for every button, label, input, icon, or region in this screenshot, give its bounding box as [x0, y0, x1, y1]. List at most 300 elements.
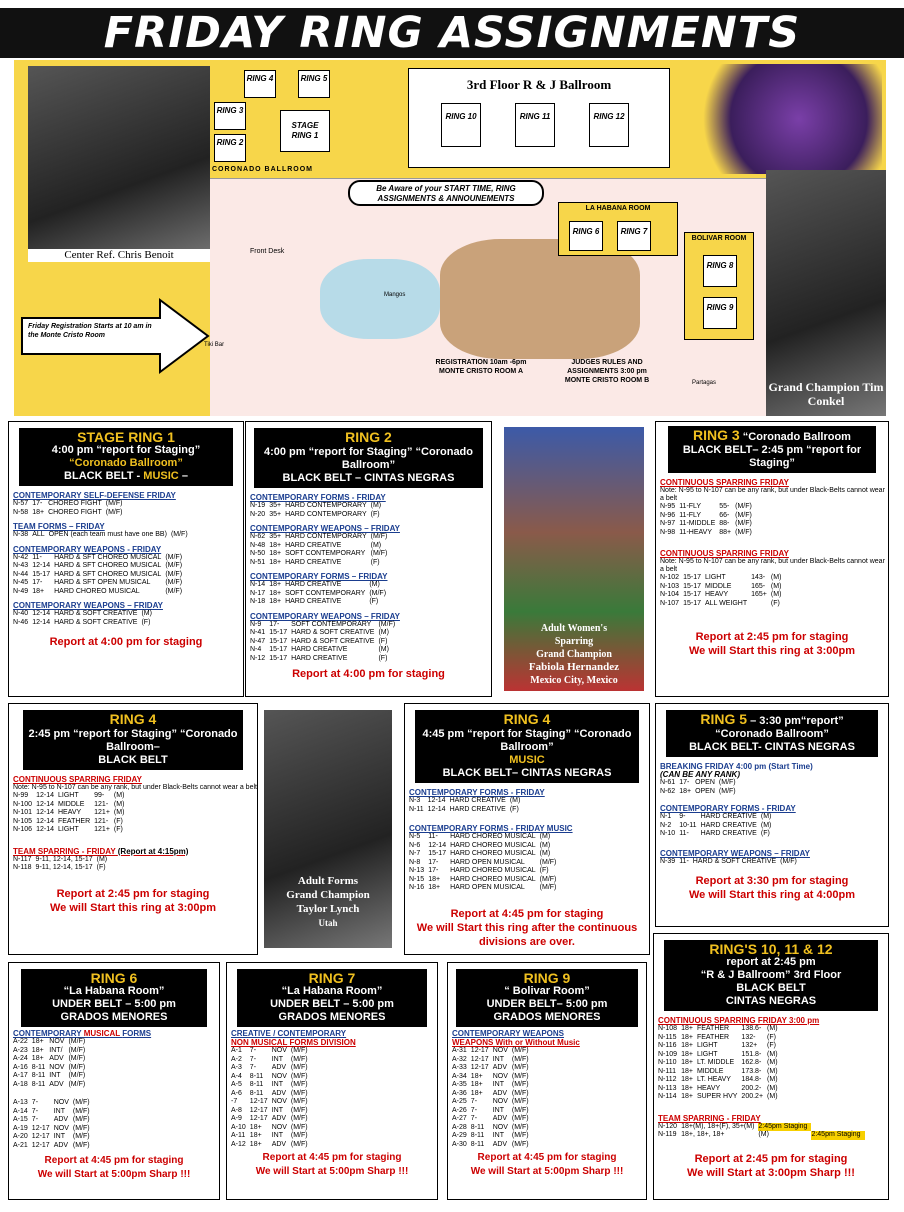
table-cell: ADV [53, 1116, 69, 1123]
table-cell: (M) [767, 1076, 778, 1083]
table-cell: (M/F) [718, 779, 736, 786]
table-cell: (F) [767, 1042, 776, 1049]
table-cell: N-2 [660, 821, 672, 829]
table-cell: 18+ [681, 1076, 693, 1083]
table-cell: A-23 [13, 1046, 28, 1054]
table-row [250, 581, 390, 590]
table-cell: 8-11 [470, 1132, 485, 1139]
ring-title: RING 6 [90, 970, 138, 986]
table-row [660, 830, 775, 839]
table-cell: 173.8- [741, 1067, 762, 1075]
table-cell: 12-14 [36, 817, 54, 825]
table-cell: (M) [767, 1093, 778, 1100]
section-title: TEAM FORMS – FRIDAY [13, 522, 105, 531]
section-title: BREAKING FRIDAY 4:00 pm (Start Time) [660, 762, 813, 771]
table-cell: 12-17 [470, 1047, 489, 1054]
table-cell: 9-11, 12-14, 15-17 [35, 864, 93, 871]
table-cell: (M) [758, 1131, 769, 1138]
table-cell: A-21 [13, 1141, 28, 1149]
table-cell: N-1 [660, 813, 672, 820]
table-cell: 15-17 [269, 654, 288, 662]
table-cell: 15-17 [683, 574, 701, 581]
table-cell: 18+ [681, 1067, 693, 1075]
table-cell: 18+ [269, 550, 282, 557]
table-cell: N-114 [658, 1093, 677, 1100]
stage-ring-header [19, 428, 233, 486]
table-cell: (M) [770, 591, 782, 598]
report-note: We will Start at 5:00pm Sharp !!! [255, 1166, 409, 1177]
table-cell: N-120 [658, 1122, 678, 1130]
ring4a-header [23, 710, 243, 770]
table-cell: NOV [53, 1099, 69, 1106]
table-cell: HARD CREATIVE [449, 797, 506, 804]
partagas-label: Partagas [692, 380, 717, 386]
table-cell: MIDDLE [696, 1067, 724, 1075]
table-cell: (M/F) [378, 620, 396, 628]
table-cell: 138.6- [741, 1025, 762, 1032]
table-cell: 18+ [31, 1055, 44, 1062]
table-cell: (F) [370, 510, 380, 518]
table-row [660, 822, 775, 831]
table-cell: 17- [428, 867, 439, 874]
ring5-header [666, 710, 878, 757]
table-row [660, 813, 775, 822]
section-title: CONTINUOUS SPARRING FRIDAY [660, 478, 789, 487]
aware-note: Be Aware of your START TIME, RING ASSIGNMENTS & ANNOUNEMENTS [348, 180, 544, 206]
table-cell: 18+ [269, 581, 282, 588]
table-cell: 12-17 [31, 1141, 50, 1149]
table-row [13, 1072, 89, 1081]
music-text: MUSIC [143, 470, 179, 482]
dash-text: – [181, 470, 188, 482]
table-cell: 18+ [32, 587, 45, 595]
map-ring-4: RING 4 [244, 70, 276, 98]
ring9-header [456, 969, 638, 1027]
table-cell: (M/F) [68, 1046, 86, 1054]
division-table [13, 554, 186, 597]
table-cell: 7- [470, 1106, 478, 1114]
table-cell: 18+ [269, 589, 282, 597]
table-cell: 17- [32, 500, 43, 507]
table-cell: N-110 [658, 1059, 677, 1066]
table-row [231, 1064, 312, 1073]
table-cell: (F) [509, 805, 519, 813]
table-cell: 7- [31, 1116, 39, 1123]
ring-belt: UNDER BELT – 5:00 pm [270, 998, 394, 1010]
division-table [660, 574, 785, 608]
table-cell: N-108 [658, 1025, 678, 1032]
table-cell: 55- [719, 503, 730, 510]
table-row [13, 509, 126, 518]
table-cell: 18+ [428, 875, 441, 883]
table-cell: INT/ [49, 1046, 63, 1054]
report-note: We will Start at 5:00pm Sharp !!! [470, 1166, 624, 1177]
table-row [13, 1142, 94, 1151]
table-cell: HARD CHOREO MUSICAL [450, 875, 536, 883]
table-row [409, 797, 524, 806]
table-cell: A-27 [452, 1115, 467, 1122]
map-ring-3: RING 3 [214, 102, 246, 130]
ring-belt-es: CINTAS NEGRAS [725, 995, 817, 1007]
ring-title-line [25, 713, 241, 728]
table-cell: N-118 [13, 864, 32, 871]
section-title: CONTINUOUS SPARRING FRIDAY [13, 775, 142, 784]
table-row [250, 559, 391, 568]
table-cell: N-7 [409, 850, 421, 857]
table-cell: (F) [767, 1033, 776, 1041]
caption-line: Grand Champion [536, 649, 612, 660]
table-row [452, 1081, 533, 1090]
table-cell: HEAVY [696, 1084, 721, 1092]
table-row [13, 864, 111, 873]
table-cell: INT [49, 1072, 61, 1079]
table-cell: 12-14 [32, 618, 51, 626]
report-note: Report at 4:45 pm for staging [262, 1152, 402, 1163]
table-cell: (M) [539, 841, 551, 849]
table-cell: 12-17 [470, 1064, 489, 1071]
caption-line: Adult Women's [540, 623, 608, 634]
ring6-header [21, 969, 207, 1027]
ring-title: RING'S 10, 11 & 12 [709, 941, 833, 957]
table-row [13, 1081, 89, 1090]
table-cell: N-19 [250, 502, 266, 509]
table-cell: ADV [492, 1115, 508, 1122]
caption-line: Adult Forms [297, 875, 359, 887]
table-cell: 18+ [249, 1140, 262, 1148]
section-title: CONTEMPORARY SELF-DEFENSE FRIDAY [13, 491, 176, 500]
ring7-panel [226, 962, 438, 1200]
table-cell: 12-17 [31, 1124, 50, 1132]
music-text: MUSIC [509, 754, 545, 766]
table-row [13, 1047, 89, 1056]
table-cell: HARD CHOREO MUSICAL [450, 850, 536, 857]
table-cell: A-3 [231, 1064, 242, 1071]
table-cell: NOV [271, 1098, 287, 1105]
table-cell: LT. HEAVY [696, 1076, 731, 1083]
table-cell: (M/F) [68, 1038, 86, 1045]
table-cell: N-40 [13, 610, 29, 617]
table-cell: 184.8- [741, 1076, 762, 1083]
division-table [13, 500, 126, 517]
ring3-header [668, 426, 876, 473]
division-table [409, 833, 560, 893]
report-note: We will Start this ring at 3:00pm [49, 901, 217, 914]
hotel-floorplan [210, 178, 766, 416]
table-cell: (M/F) [511, 1132, 529, 1139]
table-cell: 17- [32, 579, 43, 586]
table-cell: 12-14 [427, 805, 446, 813]
table-cell: (M/F) [780, 857, 797, 865]
division-table [250, 533, 391, 567]
ring-subtitle: 4:00 pm “report for Staging” “Coronado Ballroom” [263, 446, 473, 471]
division-table [231, 1047, 312, 1149]
table-cell: 8-11 [470, 1140, 485, 1148]
table-cell: (M/F) [735, 503, 752, 510]
ring-location: “La Habana Room” [281, 985, 383, 997]
table-cell: (M/F) [539, 875, 557, 883]
table-cell: 12-17 [249, 1098, 268, 1105]
table-cell: MIDDLE [704, 582, 732, 590]
table-cell: NOV [492, 1098, 508, 1105]
table-row [658, 1042, 782, 1051]
table-row [13, 1108, 94, 1117]
map-ring-12: RING 12 [589, 103, 629, 147]
section-note: Note: N-95 to N-107 can be any rank, but under Black-Belts cannot wear a belt [13, 784, 257, 791]
table-cell: 17- [428, 858, 439, 866]
ring2-header [254, 428, 483, 488]
table-cell: N-101 [13, 809, 33, 816]
ring-belt: BLACK BELT – CINTAS NEGRAS [282, 472, 455, 484]
table-cell: -7 [231, 1098, 238, 1105]
table-cell: HARD CREATIVE [449, 805, 506, 813]
section-title: CONTEMPORARY FORMS - FRIDAY [409, 788, 545, 797]
table-row [452, 1056, 533, 1065]
table-cell: 99- [94, 792, 105, 799]
ring-title: RING 7 [308, 970, 356, 986]
table-cell: 18+ [32, 508, 45, 516]
table-cell: HARD & SFT CHOREO MUSICAL [54, 570, 162, 578]
table-cell: (M) [370, 541, 382, 549]
table-cell: N-96 [660, 511, 676, 519]
section-title [9, 1029, 219, 1038]
table-cell: 18+ [681, 1033, 693, 1041]
report-note: Report at 2:45 pm for staging [695, 631, 849, 643]
table-row [231, 1056, 312, 1065]
ring-belt: BLACK BELT [736, 982, 806, 994]
table-row [452, 1141, 533, 1150]
table-row [409, 842, 560, 851]
division-table [13, 1038, 89, 1089]
rj-ballroom-title: 3rd Floor R & J Ballroom [466, 77, 612, 92]
table-cell: HARD CREATIVE [700, 830, 757, 837]
table-cell: FEATHER [57, 817, 91, 825]
table-cell: FEATHER [696, 1025, 730, 1032]
report-note: Report at 2:45 pm for staging [694, 1152, 848, 1165]
table-cell: (M) [767, 1067, 778, 1075]
table-row [250, 638, 399, 647]
table-cell: (M/F) [165, 570, 183, 578]
table-cell: 12-17 [249, 1106, 268, 1114]
table-cell: 17- [679, 779, 690, 786]
table-cell: 7- [31, 1099, 39, 1106]
table-cell: NOV [49, 1038, 65, 1045]
report-note: Report at 2:45 pm for staging [56, 887, 210, 900]
section-title: CONTINUOUS SPARRING FRIDAY 3:00 pm [658, 1016, 820, 1025]
table-cell: 12-14 [32, 562, 51, 569]
table-row [13, 826, 128, 835]
table-cell: A-17 [13, 1072, 28, 1079]
ring-location: “R & J Ballroom” 3rd Floor [700, 969, 842, 981]
table-cell: HARD & SOFT CREATIVE [54, 610, 138, 617]
report-note: We will Start this ring at 3:00pm [688, 645, 856, 657]
table-cell: ADV [49, 1080, 64, 1088]
table-cell: (M/F) [370, 550, 388, 557]
table-cell: (M) [767, 1050, 778, 1058]
division-table [658, 1025, 782, 1102]
ring-time: – 3:30 pm“report” [750, 715, 844, 727]
tiki-bar-label: Tiki Bar [204, 342, 225, 348]
habana-label: LA HABANA ROOM [585, 205, 651, 212]
table-cell: ADV [492, 1064, 508, 1071]
table-cell: 18+ [269, 598, 282, 605]
table-cell: (M/F) [72, 1116, 90, 1123]
table-cell: (M/F) [72, 1141, 90, 1149]
photo-caption [264, 874, 392, 930]
table-cell: SOFT CONTEMPORARY [285, 550, 366, 557]
photo-caption: Center Ref. Chris Benoit [28, 249, 210, 262]
table-cell: 2:45pm Staging [758, 1123, 811, 1132]
table-cell: A-16 [13, 1063, 28, 1071]
division-table [250, 621, 399, 664]
ring-subtitle: report at 2:45 pm [726, 956, 816, 968]
table-cell: 11-HEAVY [679, 528, 712, 536]
rings10-panel [653, 933, 889, 1200]
table-cell: (M/F) [68, 1072, 86, 1079]
table-cell: 17- [269, 620, 280, 628]
table-cell: N-115 [658, 1033, 677, 1041]
table-cell: OPEN (each team must have one BB) [48, 531, 167, 538]
table-row [231, 1073, 312, 1082]
table-cell: N-39 [660, 857, 676, 865]
section-title: CONTEMPORARY WEAPONS – FRIDAY [13, 601, 163, 610]
table-cell: N-11 [409, 805, 424, 813]
table-cell: N-119 [658, 1131, 677, 1138]
map-ring-10: RING 10 [441, 103, 481, 147]
ring-title-line [668, 713, 876, 728]
table-cell: HARD & SFT CHOREO MUSICAL [54, 562, 162, 569]
table-cell: N-51 [250, 558, 266, 566]
table-cell: A-5 [231, 1081, 242, 1088]
ring-title: RING 4 [109, 711, 157, 727]
table-cell: 8-11 [31, 1080, 46, 1088]
registration-label: REGISTRATION 10am -6pm MONTE CRISTO ROOM A [435, 359, 527, 375]
division-table [658, 1123, 865, 1140]
table-cell: 12-14 [36, 826, 54, 833]
section-note: Note: N-95 to N-107 can be any rank, but under Black-Belts cannot wear a belt [660, 487, 885, 502]
table-cell: (F) [760, 830, 770, 837]
division-table [13, 1099, 94, 1150]
ring-location: “La Habana Room” [63, 985, 165, 997]
table-cell: 7- [470, 1115, 478, 1122]
table-cell: N-45 [13, 579, 29, 586]
table-cell: OPEN [695, 779, 715, 786]
table-cell: (M) [378, 646, 389, 653]
table-cell: (M/F) [511, 1106, 529, 1114]
table-cell: A-28 [452, 1123, 467, 1131]
table-cell: OPEN [695, 787, 715, 795]
section-title: CREATIVE / CONTEMPORARY [231, 1029, 347, 1038]
table-cell: HARD CONTEMPORARY [285, 502, 367, 509]
table-row [13, 571, 186, 580]
table-cell: 88+ [719, 528, 732, 536]
section-title: CONTEMPORARY WEAPONS – FRIDAY [250, 524, 400, 533]
table-cell: 18+ [679, 787, 692, 795]
table-cell: (M/F) [511, 1123, 529, 1131]
front-desk-label: Front Desk [250, 248, 285, 255]
table-cell: LIGHT [704, 574, 726, 581]
table-cell: N-102 [660, 574, 680, 581]
table-cell: (M/F) [290, 1115, 308, 1122]
table-cell: N-38 [13, 531, 29, 538]
table-cell: (M/F) [165, 562, 183, 569]
table-cell: A-1 [231, 1047, 242, 1054]
table-row [409, 859, 560, 868]
table-cell: (M) [113, 792, 125, 799]
table-cell: A-36 [452, 1089, 467, 1097]
ring-title: RING 3 [693, 427, 740, 443]
table-cell: INT [53, 1133, 65, 1140]
table-cell: (M/F) [290, 1123, 308, 1131]
table-cell: N-50 [250, 550, 266, 557]
table-row [658, 1123, 865, 1132]
table-row [660, 503, 756, 512]
table-cell: 35+ [269, 502, 282, 509]
section-title: CONTEMPORARY WEAPONS - FRIDAY [13, 544, 162, 554]
section-title: TEAM SPARRING - FRIDAY [658, 1113, 761, 1123]
table-cell: (M/F) [290, 1132, 308, 1139]
caption-line: Mexico City, Mexico [530, 675, 618, 686]
table-row [250, 655, 399, 664]
table-cell: LT. MIDDLE [696, 1059, 735, 1066]
table-cell: 12-14 [32, 610, 51, 617]
table-row [250, 502, 385, 511]
table-cell: A-14 [13, 1107, 28, 1115]
rj-ballroom-box [408, 68, 670, 168]
table-row [658, 1076, 782, 1085]
table-cell: (M) [770, 582, 782, 590]
table-cell: (F) [370, 558, 380, 566]
division-table [250, 502, 385, 519]
table-row [452, 1098, 533, 1107]
table-cell: (M/F) [165, 553, 183, 561]
table-row [660, 512, 756, 521]
ring-title: RING 5 [700, 711, 748, 727]
table-cell: 132- [741, 1033, 756, 1041]
table-cell: ADV [49, 1055, 64, 1062]
table-row [13, 1055, 89, 1064]
table-row [13, 801, 128, 810]
table-cell: (M/F) [72, 1107, 90, 1115]
map-ring-11: RING 11 [515, 103, 555, 147]
table-row [231, 1132, 312, 1141]
table-row [658, 1059, 782, 1068]
table-row [658, 1085, 782, 1094]
table-cell: N-47 [250, 637, 266, 645]
table-row [452, 1047, 533, 1056]
table-cell: N-17 [250, 589, 266, 597]
table-cell: 121- [94, 800, 109, 808]
caption-line: Sparring [554, 636, 594, 647]
table-cell: A-31 [452, 1047, 467, 1054]
section-title: CONTEMPORARY FORMS - FRIDAY [250, 493, 386, 502]
map-ring-8: RING 8 [703, 255, 737, 287]
table-row [452, 1132, 533, 1141]
table-cell: N-5 [409, 833, 421, 840]
table-cell: HARD & SOFT CREATIVE [291, 629, 375, 636]
table-row [409, 833, 560, 842]
map-ring-9: RING 9 [703, 297, 737, 329]
table-cell: HEAVY [57, 809, 82, 816]
table-cell: 151.8- [741, 1050, 762, 1058]
table-cell: N-44 [13, 570, 29, 578]
table-row [250, 511, 385, 520]
table-cell: A-34 [452, 1072, 467, 1080]
table-row [658, 1025, 782, 1034]
table-cell: 12-14 [427, 797, 446, 804]
table-cell: N-15 [409, 875, 425, 883]
table-cell: HARD CREATIVE [700, 821, 757, 829]
map-ring-7: RING 7 [617, 221, 651, 251]
